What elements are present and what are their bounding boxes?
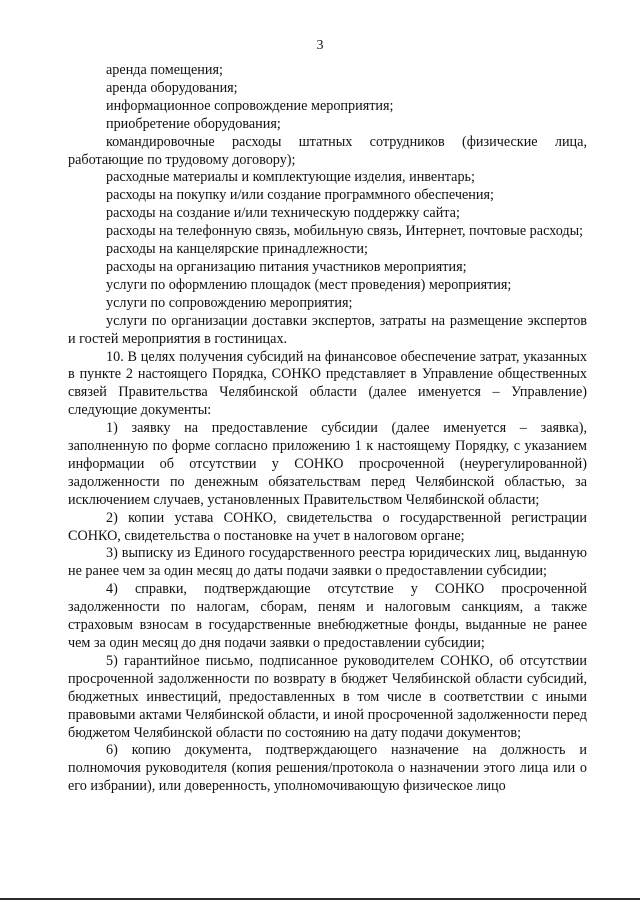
list-item-equipment-purchase: приобретение оборудования; bbox=[106, 115, 281, 132]
document-item-4: 4) справки, подтверждающие отсутствие у СОНКО просроченной задолженности по налогам, сборам, пеням и налоговым санкциям, а также страховым взносам в государственные внебюджетные фонды, выданные не ранее чем за один месяц до дня подачи заявки о предоставлении субсидии; bbox=[68, 581, 587, 651]
document-item-5: 5) гарантийное письмо, подписанное руководителем СОНКО, об отсутствии просроченной задолженности по возврату в бюджет Челябинской области субсидий, бюджетных инвестиций, предоставленных в том числе в соответствии с иными правовыми актами Челябинской области, и иной просроченной задолженности перед бюджетом Челябинской области по состоянию на дату подачи документов; bbox=[68, 652, 587, 741]
list-item-event-support: услуги по сопровождению мероприятия; bbox=[106, 294, 353, 311]
page-number: 3 bbox=[316, 38, 324, 53]
list-item-stationery: расходы на канцелярские принадлежности; bbox=[106, 241, 368, 258]
scan-bottom-edge bbox=[0, 898, 640, 900]
list-item-equipment-rent: аренда оборудования; bbox=[106, 79, 238, 96]
list-item-software: расходы на покупку и/или создание программного обеспечения; bbox=[106, 187, 494, 204]
list-item-communications: расходы на телефонную связь, мобильную связь, Интернет, почтовые расходы; bbox=[106, 223, 584, 240]
document-item-1: 1) заявку на предоставление субсидии (далее именуется – заявка), заполненную по форме согласно приложению 1 к настоящему Порядку, с указанием информации об отсутствии у СОНКО просроченной (неурегулированной) задолженности по денежным обязательствам перед Челябинской областью, за исключением случаев, установленных Правительством Челябинской области; bbox=[68, 420, 587, 508]
list-item-info-support: информационное сопровождение мероприятия; bbox=[106, 97, 394, 114]
list-item-materials: расходные материалы и комплектующие изделия, инвентарь; bbox=[106, 169, 475, 186]
list-item-website: расходы на создание и/или техническую поддержку сайта; bbox=[106, 205, 460, 222]
list-item-premises-rent: аренда помещения; bbox=[106, 62, 223, 78]
list-item-travel-expenses: командировочные расходы штатных сотрудников (физические лица, работающие по трудовому договору); bbox=[68, 133, 587, 168]
clause-10: 10. В целях получения субсидий на финансовое обеспечение затрат, указанных в пункте 2 настоящего Порядка, СОНКО представляет в Управление общественных связей Правительства Челябинской области (далее именуется – Управление) следующие документы: bbox=[68, 348, 587, 419]
document-item-6: 6) копию документа, подтверждающего назначение на должность и полномочия руководителя (копия решения/протокола о назначении этого лица или о его избрании), или доверенность, уполномочивающую физическое лицо bbox=[68, 742, 587, 795]
document-item-3: 3) выписку из Единого государственного реестра юридических лиц, выданную не ранее чем за один месяц до даты подачи заявки о предоставлении субсидии; bbox=[68, 545, 587, 580]
document-body bbox=[68, 62, 587, 796]
document-item-2: 2) копии устава СОНКО, свидетельства о государственной регистрации СОНКО, свидетельства о постановке на учет в налоговом органе; bbox=[68, 509, 587, 544]
list-item-catering: расходы на организацию питания участников мероприятия; bbox=[106, 258, 467, 275]
list-item-experts-accommodation: услуги по организации доставки экспертов, затраты на размещение экспертов и гостей мероприятия в гостиницах. bbox=[68, 312, 587, 347]
list-item-venue-decoration: услуги по оформлению площадок (мест проведения) мероприятия; bbox=[106, 276, 512, 293]
